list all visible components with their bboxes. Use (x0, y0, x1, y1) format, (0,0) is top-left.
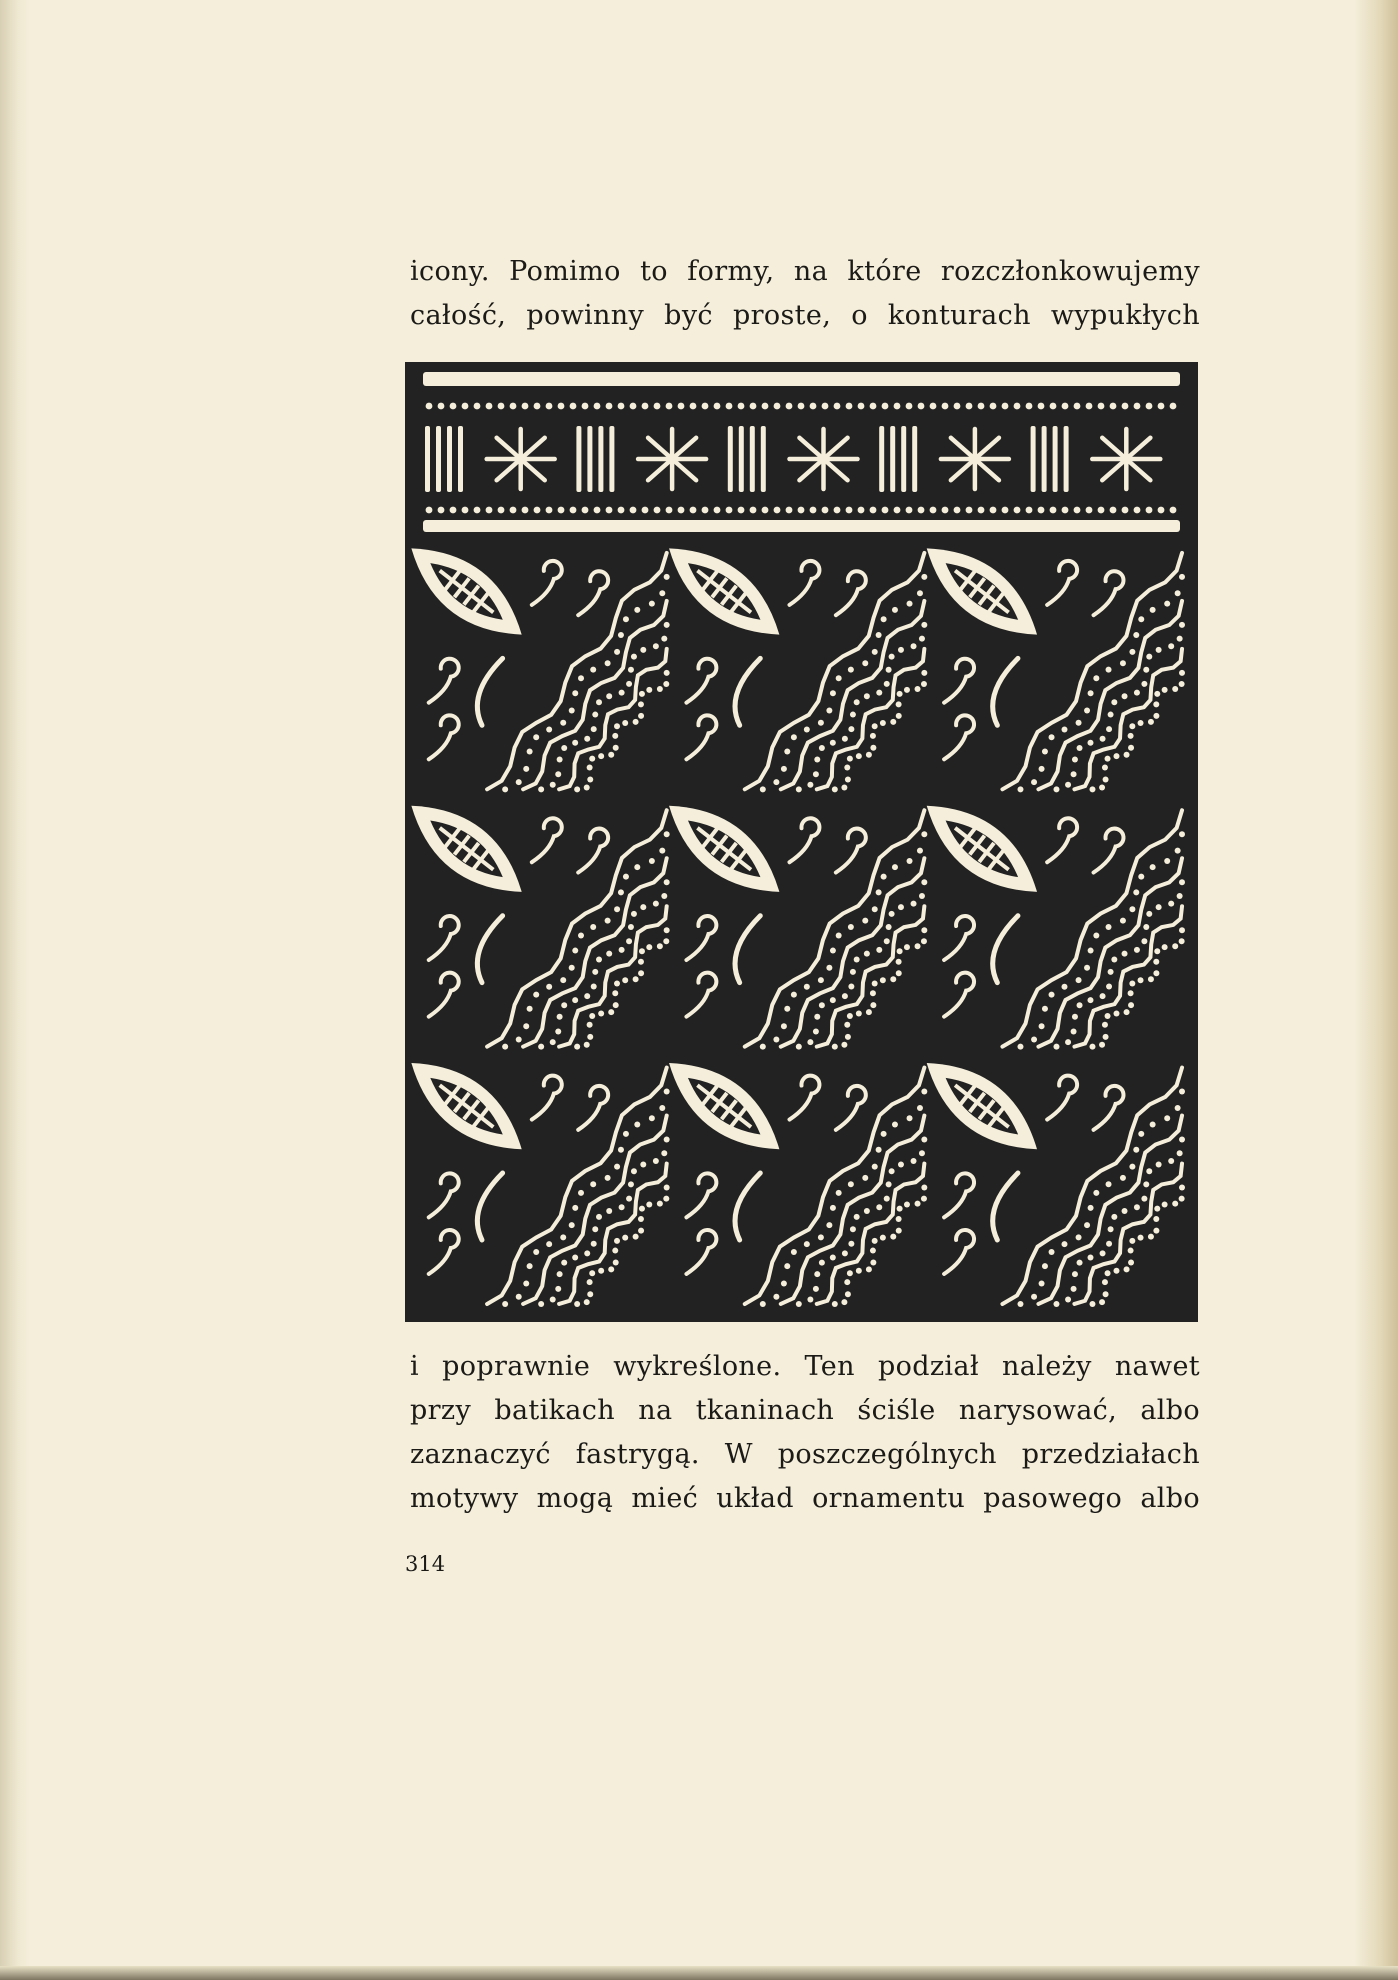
star-motif (1092, 429, 1160, 489)
paragraph-bottom (410, 1345, 1200, 1521)
book-spine-shadow (0, 0, 30, 1980)
star-motif (790, 429, 858, 489)
star-motif (487, 429, 555, 489)
text-line: przy batikach na tkaninach ściśle narysować, albo (410, 1395, 1200, 1426)
text-line: i poprawnie wykreślone. Ten podział należy nawet (410, 1351, 1200, 1382)
batik-ornament-illustration (405, 362, 1198, 1322)
star-motif (638, 429, 706, 489)
paragraph-top (410, 250, 1200, 338)
text-line: icony. Pomimo to formy, na które rozczłonkowujemy (410, 256, 1200, 287)
page-edge-right (1354, 0, 1398, 1980)
page-edge-bottom (0, 1966, 1398, 1980)
text-line: zaznaczyć fastrygą. W poszczególnych przedziałach (410, 1439, 1200, 1470)
text-line: motywy mogą mieć układ ornamentu pasowego albo (410, 1483, 1200, 1514)
star-motif (941, 429, 1009, 489)
page-number: 314 (405, 1552, 446, 1576)
text-line: całość, powinny być proste, o konturach wypukłych (410, 300, 1200, 331)
ink-ground (405, 362, 1198, 1322)
